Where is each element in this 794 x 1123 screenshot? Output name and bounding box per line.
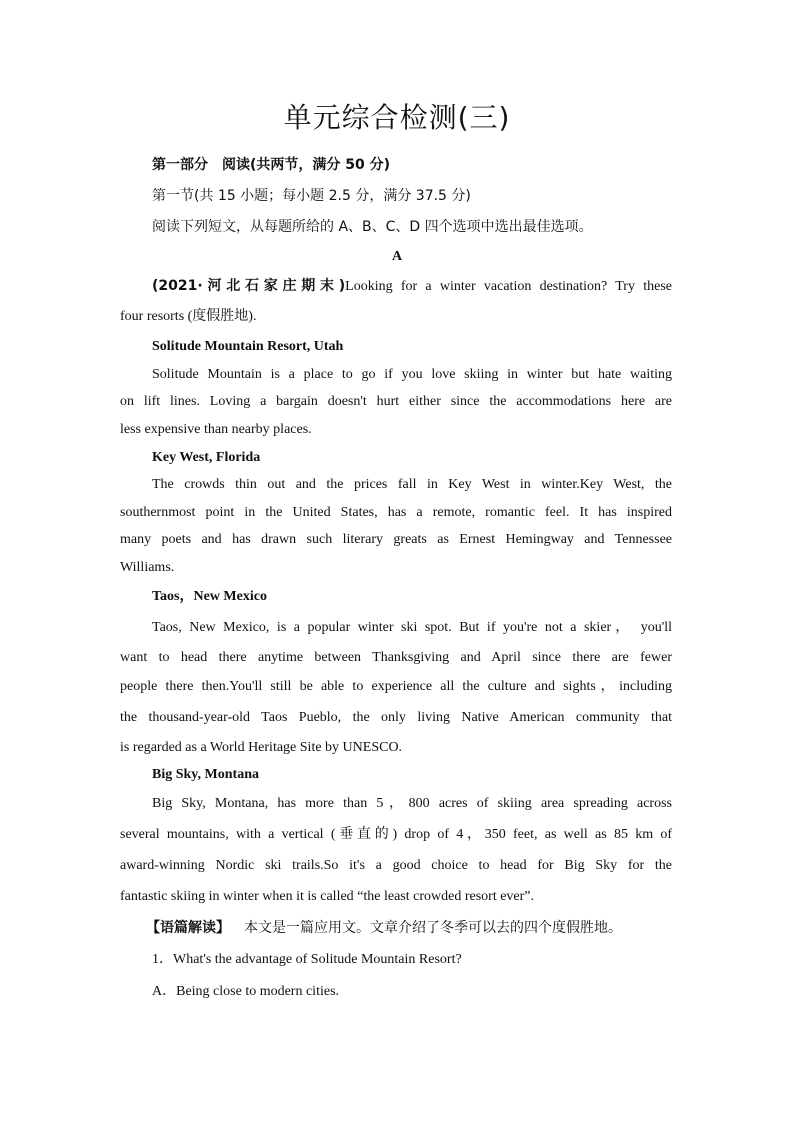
- p4-line-4: fantastic skiing in winter when it is called “the least crowded resort ever”.: [120, 889, 535, 904]
- intro-line-1: [152, 276, 672, 297]
- question-1: 1．What's the advantage of Solitude Mountain Resort?: [152, 952, 462, 967]
- section-heading-text: 第一节(共 15 小题；每小题 2.5 分，满分 37.5 分): [152, 188, 471, 204]
- p2-line-4: Williams.: [120, 560, 175, 575]
- p2-line-1: The crowds thin out and the prices fall in Key West in winter.Key West, the: [152, 477, 672, 492]
- intro-line-2: four resorts (度假胜地).: [120, 309, 257, 324]
- p3-line-5: is regarded as a World Heritage Site by UNESCO.: [120, 740, 403, 755]
- p4-line-3: award-winning Nordic ski trails.So it's a good choice to head for Big Sky for the: [120, 858, 672, 873]
- p3-line-4: the thousand-year-old Taos Pueblo, the only living Native American community that: [120, 710, 672, 725]
- resort-heading-4: Big Sky, Montana: [152, 767, 259, 782]
- analysis-text: 本文是一篇应用文。文章介绍了冬季可以去的四个度假胜地。: [244, 920, 622, 936]
- passage-label: A: [391, 249, 403, 264]
- p1-line-3: less expensive than nearby places.: [120, 422, 312, 437]
- resort-heading-1: Solitude Mountain Resort, Utah: [152, 339, 344, 354]
- p4-line-1: Big Sky, Montana, has more than 5，800 acres of skiing area spreading across: [152, 796, 672, 811]
- section-heading: [152, 186, 672, 206]
- part-heading: [152, 155, 672, 175]
- resort-heading-3: Taos，New Mexico: [152, 589, 267, 604]
- p1-line-1: Solitude Mountain is a place to go if you love skiing in winter but hate waiting: [152, 367, 672, 382]
- analysis-label: 【语篇解读】: [146, 920, 230, 936]
- p2-line-2: southernmost point in the United States, has a remote, romantic feel. It has inspired: [120, 505, 672, 520]
- intro-line-1-text: Looking for a winter vacation destination? Try these: [345, 279, 672, 294]
- p3-line-3: people there then.You'll still be able to experience all the culture and sights，including: [120, 679, 672, 694]
- resort-heading-2: Key West, Florida: [152, 450, 261, 465]
- p2-line-3: many poets and has drawn such literary greats as Ernest Hemingway and Tennessee: [120, 532, 672, 547]
- part-heading-text: 第一部分 阅读(共两节，满分 50 分): [152, 157, 391, 173]
- analysis-line: [146, 918, 686, 939]
- p3-line-2: want to head there anytime between Thanksgiving and April since there are fewer: [120, 650, 672, 665]
- p4-line-2: several mountains, with a vertical (垂直的) drop of 4，350 feet, as well as 85 km of: [120, 827, 672, 842]
- question-1-option-a: A．Being close to modern cities.: [152, 984, 340, 999]
- page-title: 单元综合检测(三): [283, 101, 511, 134]
- instruction-text: 阅读下列短文，从每题所给的 A、B、C、D 四个选项中选出最佳选项。: [152, 219, 593, 235]
- intro-source: (2021·河北石家庄期末): [152, 278, 346, 294]
- p1-line-2: on lift lines. Loving a bargain doesn't hurt either since the accommodations here are: [120, 394, 672, 409]
- p3-line-1: Taos, New Mexico, is a popular winter ski spot. But if you're not a skier， you'll: [152, 620, 672, 635]
